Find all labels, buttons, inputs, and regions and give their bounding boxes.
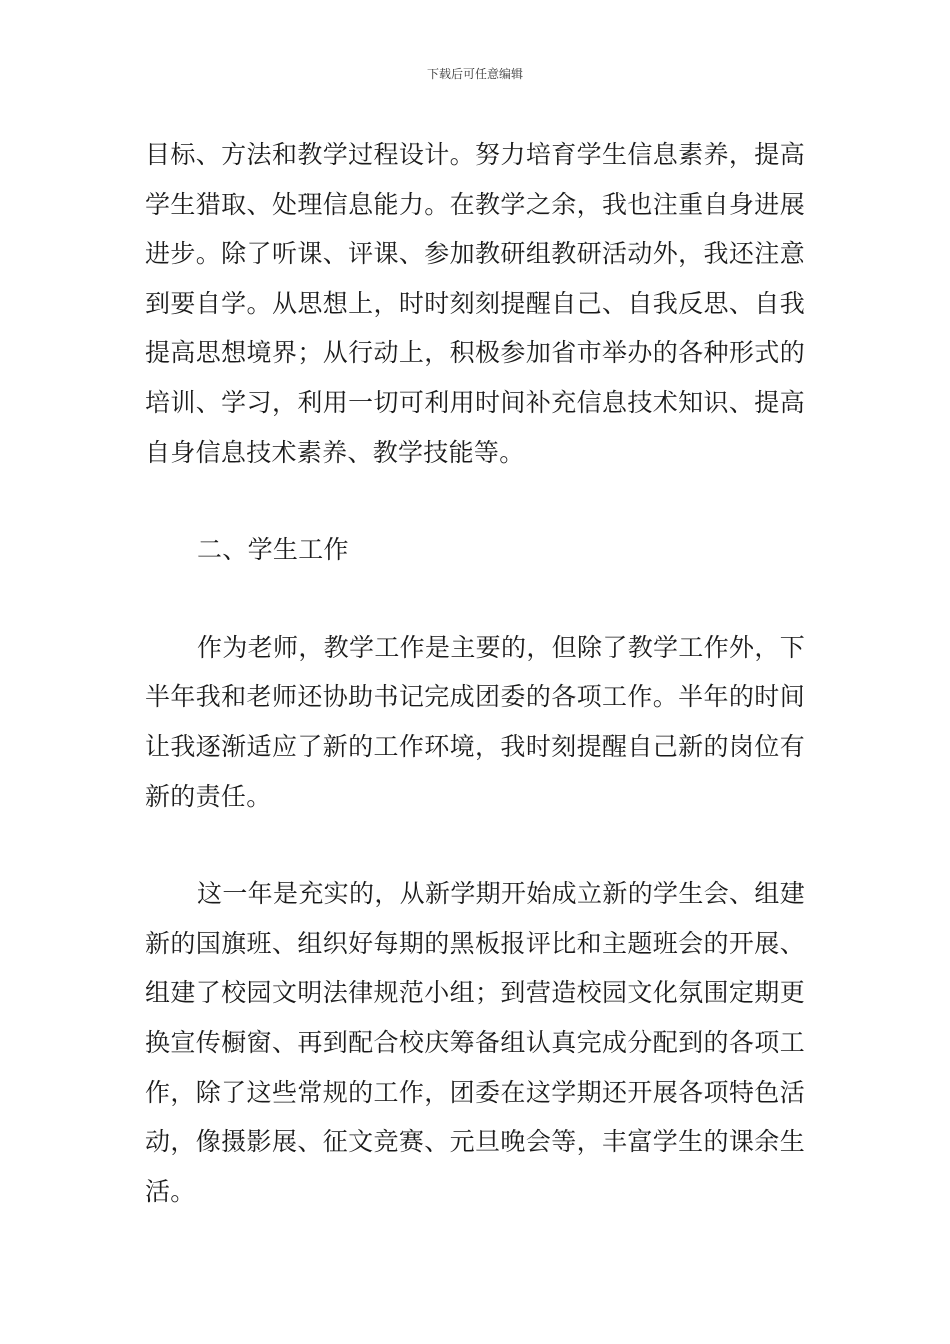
paragraph-continuation: 目标、方法和教学过程设计。努力培育学生信息素养，提高学生猎取、处理信息能力。在教学之余，我也注重自身进展进步。除了听课、评课、参加教研组教研活动外，我还注意到要自学。从思想上，时时刻刻提醒自己、自我反思、自我提高思想境界；从行动上，积极参加省市举办的各种形式的培训、学习，利用一切可利用时间补充信息技术知识、提高自身信息技术素养、教学技能等。 <box>145 140 805 467</box>
paragraph: 作为老师，教学工作是主要的，但除了教学工作外，下半年我和老师还协助书记完成团委的各项工作。半年的时间让我逐渐适应了新的工作环境，我时刻提醒自己新的岗位有新的责任。 <box>145 632 805 811</box>
section-heading: 二、学生工作 <box>197 535 349 565</box>
document-body <box>145 130 805 1216</box>
paragraph: 这一年是充实的，从新学期开始成立新的学生会、组建新的国旗班、组织好每期的黑板报评比和主题班会的开展、组建了校园文明法律规范小组；到营造校园文化氛围定期更换宣传橱窗、再到配合校庆筹备组认真完成分配到的各项工作，除了这些常规的工作，团委在这学期还开展各项特色活动，像摄影展、征文竞赛、元旦晚会等，丰富学生的课余生活。 <box>145 879 805 1206</box>
page-header-note: 下载后可任意编辑 <box>426 67 523 81</box>
